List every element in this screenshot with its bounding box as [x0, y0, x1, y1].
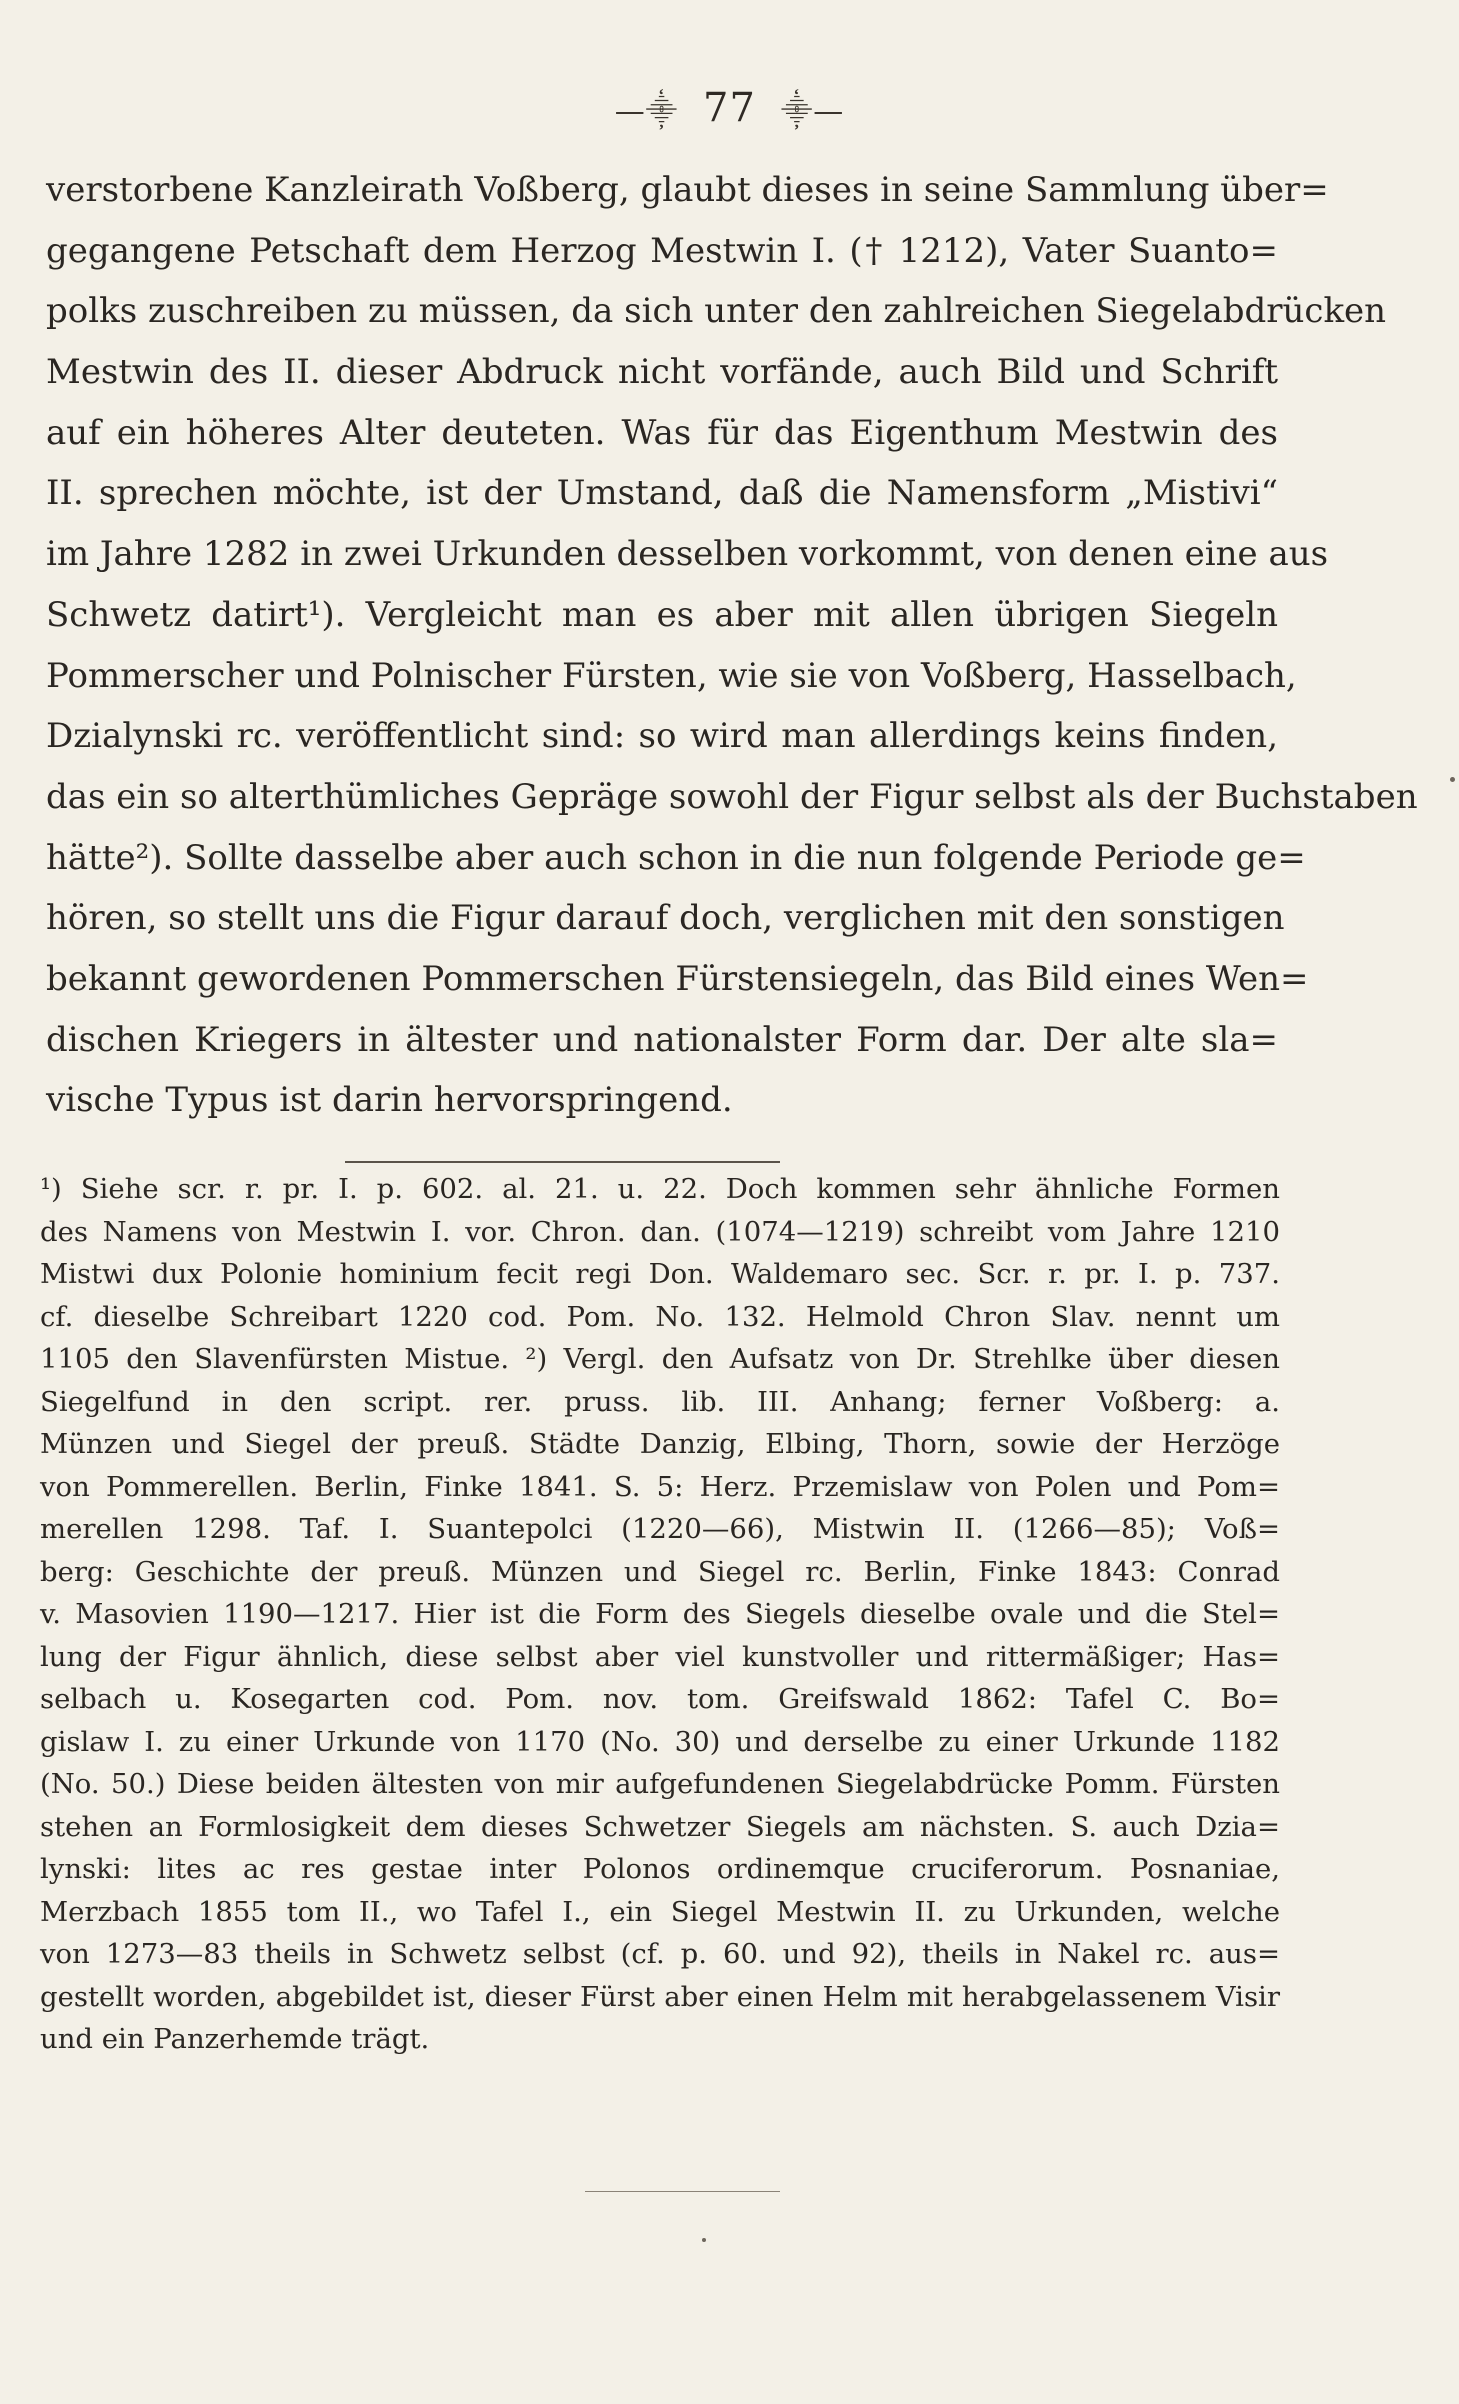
footnote-line: lynski: lites ac res gestae inter Polonos ordinemque cruciferorum. Posnaniae,	[40, 1853, 1280, 1885]
footnote-line: lung der Figur ähnlich, diese selbst aber viel kunstvoller und rittermäßiger; Has=	[40, 1640, 1280, 1673]
text-line: bekannt gewordenen Pommerschen Fürstensiegeln, das Bild eines Wen=	[46, 958, 1309, 999]
footnote-line: Mistwi dux Polonie hominium fecit regi Don. Waldemaro sec. Scr. r. pr. I. p. 737.	[40, 1258, 1280, 1290]
text-line: Schwetz datirt¹). Vergleicht man es aber mit allen übrigen Siegeln	[46, 594, 1278, 635]
footnote-line: stehen an Formlosigkeit dem dieses Schwetzer Siegels am nächsten. S. auch Dzia=	[40, 1810, 1280, 1843]
footnote-line: von Pommerellen. Berlin, Finke 1841. S. 5: Herz. Przemislaw von Polen und Pom=	[40, 1470, 1280, 1503]
text-line: hätte²). Sollte dasselbe aber auch schon in die nun folgende Periode ge=	[46, 837, 1306, 878]
text-line: Pommerscher und Polnischer Fürsten, wie sie von Voßberg, Hasselbach,	[46, 655, 1297, 696]
header-ornament-right: ⸎—	[781, 94, 845, 129]
footnote-line: (No. 50.) Diese beiden ältesten von mir aufgefundenen Siegelabdrücke Pomm. Fürsten	[40, 1768, 1280, 1800]
page-header	[0, 78, 1459, 142]
text-line: auf ein höheres Alter deuteten. Was für das Eigenthum Mestwin des	[46, 412, 1278, 453]
footnote-line: und ein Panzerhemde trägt.	[40, 2023, 430, 2055]
text-line: vische Typus ist darin hervorspringend.	[46, 1080, 733, 1121]
footnote-separator	[345, 1161, 780, 1163]
text-line: Dzialynski rc. veröffentlicht sind: so wird man allerdings keins finden,	[46, 716, 1278, 757]
text-line: gegangene Petschaft dem Herzog Mestwin I. († 1212), Vater Suanto=	[46, 230, 1278, 271]
footnote-line: ¹) Siehe scr. r. pr. I. p. 602. al. 21. u. 22. Doch kommen sehr ähnliche Formen	[40, 1173, 1280, 1205]
footnote-line: 1105 den Slavenfürsten Mistue. ²) Vergl. den Aufsatz von Dr. Strehlke über diesen	[40, 1343, 1280, 1375]
text-line: polks zuschreiben zu müssen, da sich unter den zahlreichen Siegelabdrücken	[46, 291, 1387, 332]
end-rule	[585, 2191, 780, 2192]
footnote-line: cf. dieselbe Schreibart 1220 cod. Pom. No. 132. Helmold Chron Slav. nennt um	[40, 1300, 1280, 1333]
text-line: das ein so alterthümliches Gepräge sowohl der Figur selbst als der Buchstaben	[46, 776, 1418, 817]
paper-speck	[1450, 777, 1455, 782]
text-line: II. sprechen möchte, ist der Umstand, daß die Namensform „Mistivi“	[46, 473, 1278, 514]
text-line: verstorbene Kanzleirath Voßberg, glaubt dieses in seine Sammlung über=	[46, 170, 1329, 210]
page-number: 77	[703, 85, 756, 131]
footnote-line: von 1273—83 theils in Schwetz selbst (cf. p. 60. und 92), theils in Nakel rc. aus=	[40, 1938, 1280, 1970]
footnote-line: berg: Geschichte der preuß. Münzen und Siegel rc. Berlin, Finke 1843: Conrad	[40, 1555, 1280, 1588]
paper-speck	[702, 2238, 706, 2242]
header-ornament-left: —⸎	[614, 94, 678, 129]
footnote-line: v. Masovien 1190—1217. Hier ist die Form des Siegels dieselbe ovale und die Stel=	[40, 1598, 1280, 1630]
footnote-line: Münzen und Siegel der preuß. Städte Danzig, Elbing, Thorn, sowie der Herzöge	[40, 1428, 1280, 1460]
footnote-line: Merzbach 1855 tom II., wo Tafel I., ein Siegel Mestwin II. zu Urkunden, welche	[40, 1895, 1280, 1928]
text-line: dischen Kriegers in ältester und nationalster Form dar. Der alte sla=	[46, 1019, 1278, 1060]
text-line: im Jahre 1282 in zwei Urkunden desselben vorkommt, von denen eine aus	[46, 534, 1329, 575]
main-text	[46, 160, 1418, 1131]
text-line: Mestwin des II. dieser Abdruck nicht vorfände, auch Bild und Schrift	[46, 352, 1278, 393]
footnote-line: selbach u. Kosegarten cod. Pom. nov. tom. Greifswald 1862: Tafel C. Bo=	[40, 1683, 1280, 1715]
footnote-line: gislaw I. zu einer Urkunde von 1170 (No. 30) und derselbe zu einer Urkunde 1182	[40, 1725, 1280, 1758]
footnote-line: gestellt worden, abgebildet ist, dieser Fürst aber einen Helm mit herabgelassenem Visir	[40, 1980, 1280, 2013]
footnote-line: des Namens von Mestwin I. vor. Chron. dan. (1074—1219) schreibt vom Jahre 1210	[40, 1215, 1280, 1248]
footnotes	[40, 1168, 1280, 2061]
footnote-line: Siegelfund in den script. rer. pruss. lib. III. Anhang; ferner Voßberg: a.	[40, 1385, 1280, 1418]
text-line: hören, so stellt uns die Figur darauf doch, verglichen mit den sonstigen	[46, 898, 1285, 939]
footnote-line: merellen 1298. Taf. I. Suantepolci (1220—66), Mistwin II. (1266—85); Voß=	[40, 1513, 1280, 1545]
